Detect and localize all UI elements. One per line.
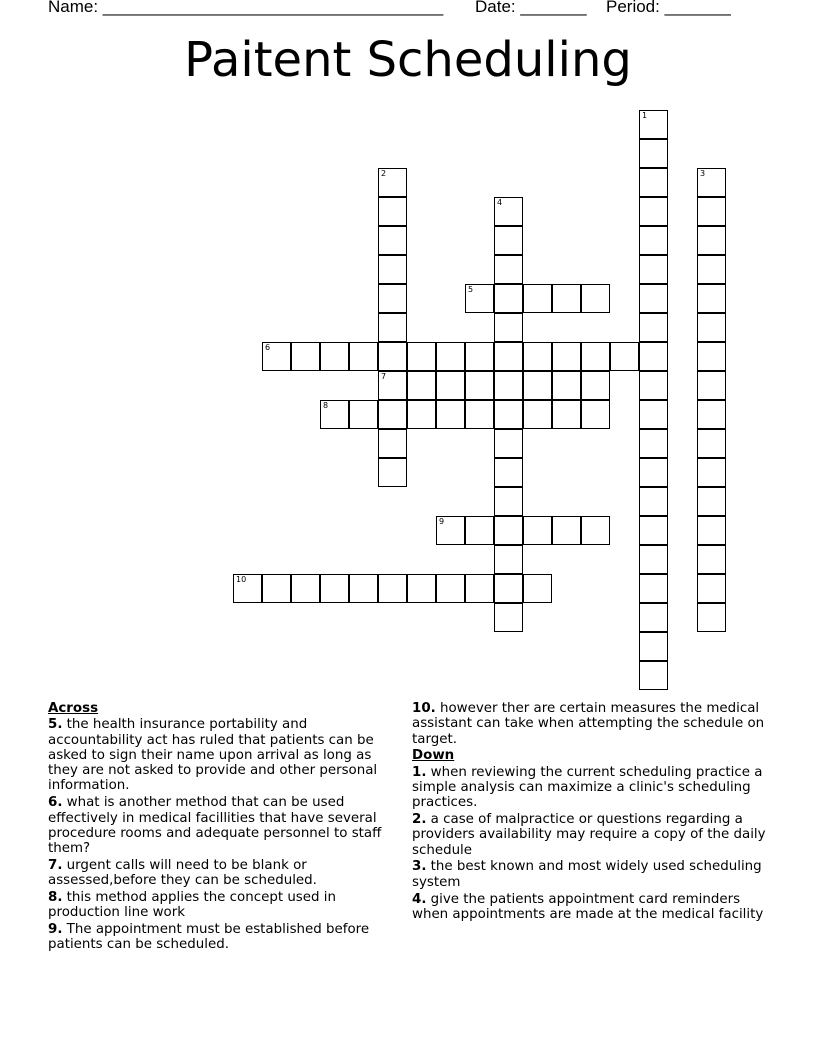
grid-cell[interactable] [494,458,523,487]
grid-cell[interactable] [523,342,552,371]
grid-cell[interactable] [581,342,610,371]
clue-number-label: 3. [412,859,427,875]
clue-number-label: 10. [412,701,436,716]
grid-cell[interactable] [697,342,726,371]
down-clue [412,812,767,858]
grid-cell[interactable] [378,429,407,458]
clue-number-label: 9. [48,922,63,938]
down-clue [412,892,767,923]
grid-cell[interactable] [378,226,407,255]
clue-number: 5 [468,285,474,294]
grid-cell[interactable] [378,255,407,284]
clue-text: the health insurance portability and accountability act has ruled that patients can be asked to sign their name upon arrival as long as they are not asked to provide and other personal information. [48,717,378,794]
grid-cell[interactable] [494,487,523,516]
grid-cell[interactable] [552,516,581,545]
grid-cell[interactable] [378,371,407,400]
grid-cell[interactable] [494,342,523,371]
grid-cell[interactable] [291,342,320,371]
grid-cell[interactable] [494,197,523,226]
grid-cell[interactable] [494,429,523,458]
clue-number: 1 [642,111,648,120]
grid-cell[interactable] [697,226,726,255]
grid-cell[interactable] [378,458,407,487]
clue-text: the best known and most widely used scheduling system [412,859,762,890]
down-heading: Down [412,748,455,764]
grid-cell[interactable] [639,632,668,661]
clue-number-label: 2. [412,812,427,828]
grid-cell[interactable] [494,313,523,342]
grid-cell[interactable] [639,400,668,429]
across-clue [48,922,398,953]
grid-cell[interactable] [494,371,523,400]
grid-cell[interactable] [697,574,726,603]
grid-cell[interactable] [407,371,436,400]
grid-cell[interactable] [320,342,349,371]
grid-cell[interactable] [378,574,407,603]
grid-cell[interactable] [436,342,465,371]
grid-cell[interactable] [639,284,668,313]
clue-text: this method applies the concept used in production line work [48,890,336,921]
across-clue [48,858,398,889]
grid-cell[interactable] [349,400,378,429]
grid-cell[interactable] [436,574,465,603]
grid-cell[interactable] [378,342,407,371]
grid-cell[interactable] [552,371,581,400]
grid-cell[interactable] [581,400,610,429]
grid-cell[interactable] [697,255,726,284]
grid-cell[interactable] [697,603,726,632]
grid-cell[interactable] [378,284,407,313]
down-list [412,765,767,922]
grid-cell[interactable] [494,545,523,574]
grid-cell[interactable] [552,342,581,371]
grid-cell[interactable] [523,371,552,400]
grid-cell[interactable] [465,574,494,603]
grid-cell[interactable] [523,516,552,545]
grid-cell[interactable] [639,110,668,139]
grid-cell[interactable] [639,371,668,400]
clue-number: 9 [439,517,445,526]
grid-cell[interactable] [697,371,726,400]
grid-cell[interactable] [639,429,668,458]
grid-cell[interactable] [697,516,726,545]
grid-cell[interactable] [639,545,668,574]
across-clue [48,717,398,793]
grid-cell[interactable] [697,487,726,516]
grid-cell[interactable] [349,574,378,603]
period-field[interactable]: Period: _______ [606,0,731,16]
grid-cell[interactable] [436,400,465,429]
grid-cell[interactable] [523,284,552,313]
clue-number: 7 [381,372,387,381]
grid-cell[interactable] [639,313,668,342]
grid-cell[interactable] [349,342,378,371]
grid-cell[interactable] [697,168,726,197]
grid-cell[interactable] [494,255,523,284]
clues-left-column [48,701,398,954]
grid-cell[interactable] [639,197,668,226]
clue-number: 2 [381,169,387,178]
across-list [48,717,398,952]
grid-cell[interactable] [639,139,668,168]
clue-number-label: 4. [412,891,427,907]
grid-cell[interactable] [494,226,523,255]
clues-right-column [412,701,767,924]
grid-cell[interactable] [320,400,349,429]
across-list-continued [412,701,767,747]
name-field[interactable]: Name: ____________________________________ [48,0,444,16]
across-clue [412,701,767,747]
grid-cell[interactable] [581,371,610,400]
grid-cell[interactable] [639,603,668,632]
clue-text: when reviewing the current scheduling practice a simple analysis can maximize a clinic's scheduling practices. [412,764,763,811]
grid-cell[interactable] [465,371,494,400]
grid-cell[interactable] [639,458,668,487]
clue-number: 3 [700,169,706,178]
clue-number: 10 [236,575,247,584]
grid-cell[interactable] [697,400,726,429]
grid-cell[interactable] [262,574,291,603]
across-clue [48,795,398,856]
grid-cell[interactable] [581,284,610,313]
grid-cell[interactable] [378,400,407,429]
grid-cell[interactable] [465,516,494,545]
clue-number: 4 [497,198,503,207]
grid-cell[interactable] [697,429,726,458]
clue-number-label: 6. [48,795,63,811]
grid-cell[interactable] [639,168,668,197]
grid-cell[interactable] [291,574,320,603]
grid-cell[interactable] [407,574,436,603]
grid-cell[interactable] [639,516,668,545]
grid-cell[interactable] [697,545,726,574]
page-title: Paitent Scheduling [184,32,632,88]
clue-text: give the patients appointment card reminders when appointments are made at the medical facility [412,891,764,922]
down-clue [412,859,767,890]
clue-number-label: 1. [412,764,427,780]
grid-cell[interactable] [320,574,349,603]
clue-number: 6 [265,343,271,352]
clue-text: urgent calls will need to be blank or assessed,before they can be scheduled. [48,857,317,889]
grid-cell[interactable] [610,342,639,371]
grid-cell[interactable] [494,574,523,603]
grid-cell[interactable] [697,313,726,342]
grid-cell[interactable] [494,603,523,632]
grid-cell[interactable] [639,487,668,516]
grid-cell[interactable] [697,458,726,487]
clue-text: a case of malpractice or questions regarding a providers availability may require a copy of the daily schedule [412,812,766,858]
grid-cell[interactable] [465,284,494,313]
grid-cell[interactable] [494,400,523,429]
grid-cell[interactable] [494,284,523,313]
grid-cell[interactable] [697,197,726,226]
grid-cell[interactable] [523,400,552,429]
grid-cell[interactable] [465,400,494,429]
date-field[interactable]: Date: _______ [475,0,587,16]
across-clue [48,890,398,921]
grid-cell[interactable] [262,342,291,371]
clue-text: The appointment must be established before patients can be scheduled. [48,922,370,953]
grid-cell[interactable] [378,197,407,226]
down-clue [412,765,767,811]
clue-number: 8 [323,401,329,410]
grid-cell[interactable] [552,284,581,313]
grid-cell[interactable] [378,168,407,197]
grid-cell[interactable] [639,574,668,603]
grid-cell[interactable] [639,342,668,371]
clue-text: however ther are certain measures the medical assistant can take when attempting the schedule on target. [412,701,765,747]
across-heading: Across [48,701,99,716]
grid-cell[interactable] [639,661,668,690]
grid-cell[interactable] [233,574,262,603]
grid-cell[interactable] [436,371,465,400]
grid-cell[interactable] [407,400,436,429]
grid-cell[interactable] [639,255,668,284]
clue-number-label: 7. [48,857,63,873]
grid-cell[interactable] [465,342,494,371]
clue-number-label: 5. [48,717,63,733]
grid-cell[interactable] [378,313,407,342]
grid-cell[interactable] [523,574,552,603]
grid-cell[interactable] [436,516,465,545]
grid-cell[interactable] [552,400,581,429]
grid-cell[interactable] [697,284,726,313]
grid-cell[interactable] [494,516,523,545]
grid-cell[interactable] [581,516,610,545]
clue-text: what is another method that can be used effectively in medical facillities that have several procedure rooms and adequate personnel to staff them? [48,795,382,857]
grid-cell[interactable] [639,226,668,255]
grid-cell[interactable] [407,342,436,371]
clue-number-label: 8. [48,890,63,906]
